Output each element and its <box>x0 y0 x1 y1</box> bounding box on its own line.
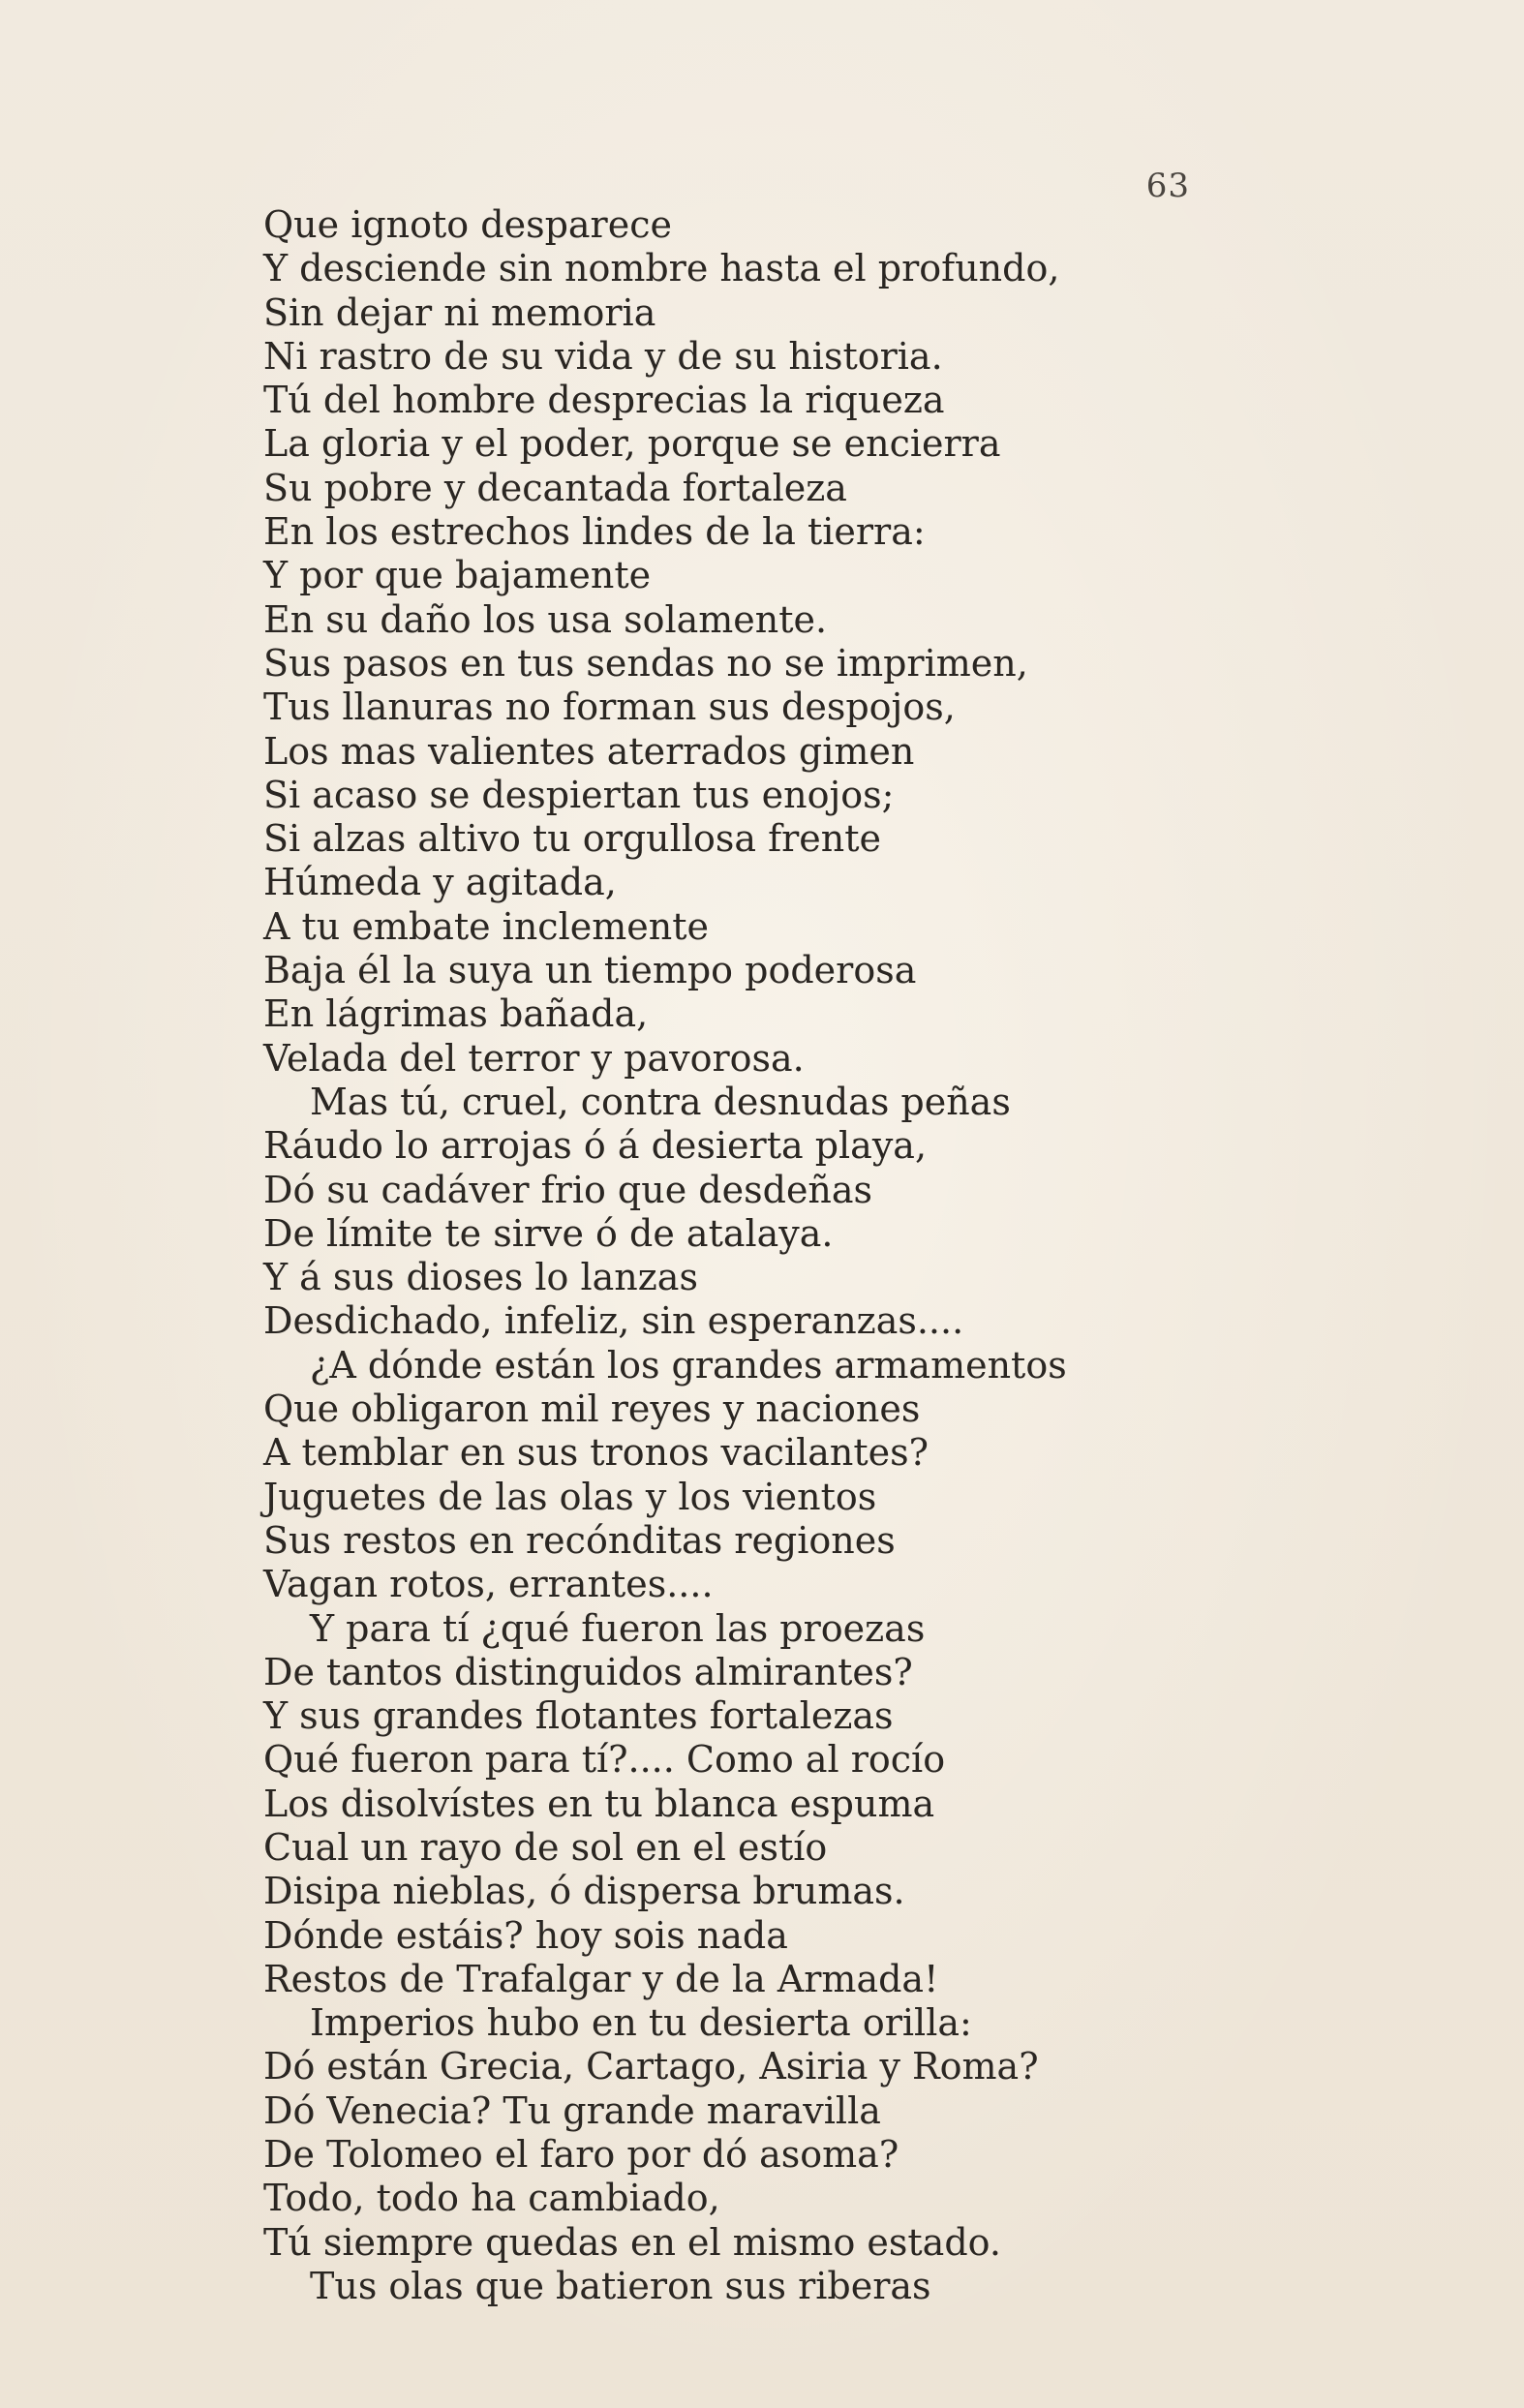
verse-line: A temblar en sus tronos vacilantes? <box>263 1431 930 1475</box>
verse-line: Y á sus dioses lo lanzas <box>263 1256 698 1299</box>
verse-line: Ráudo lo arrojas ó á desierta playa, <box>263 1124 928 1168</box>
verse-line: Vagan rotos, errantes.... <box>263 1563 714 1606</box>
verse-line: Si alzas altivo tu orgullosa frente <box>263 817 882 861</box>
verse-line: Sin dejar ni memoria <box>263 290 656 334</box>
verse-line: Los disolvístes en tu blanca espuma <box>263 1782 935 1825</box>
verse-line: Todo, todo ha cambiado, <box>263 2177 720 2220</box>
verse-line: De tantos distinguidos almirantes? <box>263 1650 913 1693</box>
verse-line: A tu embate inclemente <box>263 904 709 948</box>
verse-line: De Tolomeo el faro por dó asoma? <box>263 2133 899 2177</box>
verse-line: Tus llanuras no forman sus despojos, <box>263 686 956 729</box>
verse-line: Ni rastro de su vida y de su historia. <box>263 334 943 378</box>
verse-line: En lágrimas bañada, <box>263 992 649 1036</box>
verse-line: Los mas valientes aterrados gimen <box>263 729 915 773</box>
verse-line: Dó su cadáver frio que desdeñas <box>263 1168 873 1211</box>
verse-line: Que obligaron mil reyes y naciones <box>263 1387 921 1431</box>
poem-text <box>263 203 1328 2308</box>
verse-line: Qué fueron para tí?.... Como al rocío <box>263 1738 946 1782</box>
verse-line: Baja él la suya un tiempo poderosa <box>263 949 917 992</box>
verse-line: Húmeda y agitada, <box>263 861 617 904</box>
verse-line: Dónde estáis? hoy sois nada <box>263 1913 788 1957</box>
verse-line: Juguetes de las olas y los vientos <box>263 1475 877 1518</box>
verse-line: Y sus grandes flotantes fortalezas <box>263 1694 894 1738</box>
verse-line: Tú del hombre desprecias la riqueza <box>263 379 945 422</box>
verse-line: Imperios hubo en tu desierta orilla: <box>310 2001 972 2045</box>
verse-line: ¿A dónde están los grandes armamentos <box>310 1343 1067 1387</box>
verse-line: Y por que bajamente <box>263 554 652 597</box>
page-number: 63 <box>1145 167 1190 205</box>
verse-line: De límite te sirve ó de atalaya. <box>263 1211 834 1255</box>
verse-line: Su pobre y decantada fortaleza <box>263 466 847 509</box>
verse-line: Restos de Trafalgar y de la Armada! <box>263 1957 939 2000</box>
verse-line: Disipa nieblas, ó dispersa brumas. <box>263 1870 905 1913</box>
verse-line: Mas tú, cruel, contra desnudas peñas <box>310 1080 1011 1123</box>
verse-line: Y para tí ¿qué fueron las proezas <box>310 1606 926 1650</box>
verse-line: Y desciende sin nombre hasta el profundo, <box>263 247 1060 290</box>
verse-line: Que ignoto desparece <box>263 203 672 246</box>
verse-line: Tus olas que batieron sus riberas <box>310 2264 931 2307</box>
verse-line: Tú siempre quedas en el mismo estado. <box>263 2220 1001 2264</box>
verse-line: Cual un rayo de sol en el estío <box>263 1825 828 1869</box>
verse-line: Velada del terror y pavorosa. <box>263 1036 805 1080</box>
verse-line: Si acaso se despiertan tus enojos; <box>263 773 895 816</box>
verse-line: Sus pasos en tus sendas no se imprimen, <box>263 641 1028 685</box>
verse-line: Dó están Grecia, Cartago, Asiria y Roma? <box>263 2045 1039 2088</box>
verse-line: En los estrechos lindes de la tierra: <box>263 510 926 554</box>
verse-line: Desdichado, infeliz, sin esperanzas.... <box>263 1299 964 1343</box>
verse-line: Dó Venecia? Tu grande maravilla <box>263 2088 881 2132</box>
verse-line: La gloria y el poder, porque se encierra <box>263 422 1001 466</box>
verse-line: Sus restos en recónditas regiones <box>263 1518 896 1562</box>
verse-line: En su daño los usa solamente. <box>263 597 828 641</box>
